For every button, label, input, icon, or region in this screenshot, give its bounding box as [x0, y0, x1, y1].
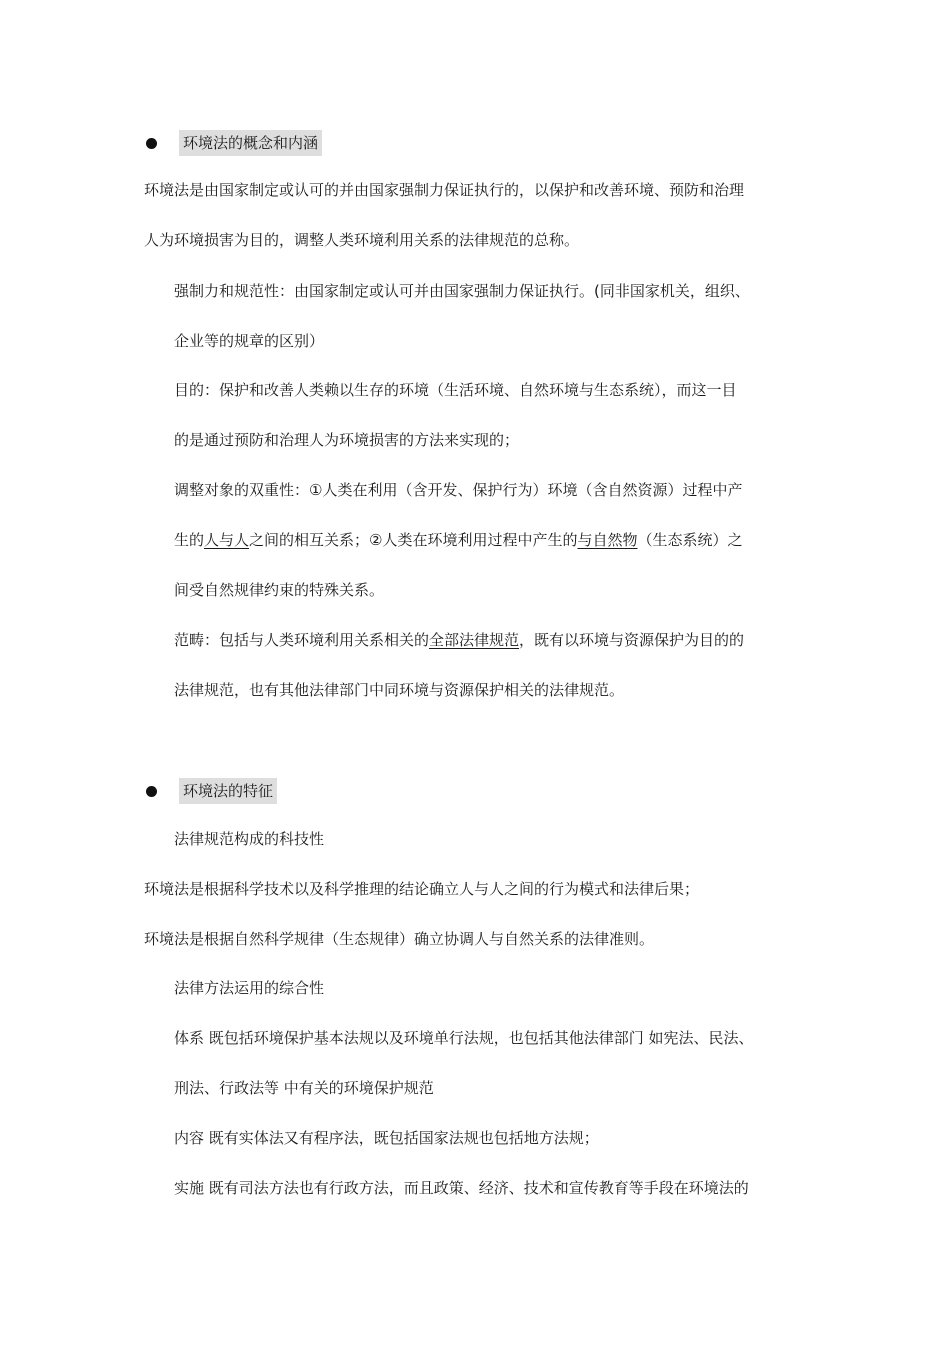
- section-heading-concept: [144, 130, 322, 156]
- paragraph-line: 刑法、行政法等 中有关的环境保护规范: [174, 1079, 434, 1097]
- bullet-icon: [146, 138, 157, 149]
- paragraph-line: 企业等的规章的区别）: [174, 332, 325, 350]
- text-segment: 之间的相互关系；②人类在环境利用过程中产生的: [249, 531, 578, 549]
- subheading: 法律规范构成的科技性: [174, 830, 325, 848]
- paragraph-line: 的是通过预防和治理人为环境损害的方法来实现的；: [174, 431, 520, 449]
- paragraph-line: 强制力和规范性：由国家制定或认可并由国家强制力保证执行。(同非国家机关，组织、: [174, 282, 750, 300]
- paragraph-line: [174, 630, 744, 650]
- bullet-icon: [146, 786, 157, 797]
- text-segment: 范畴：包括与人类环境利用关系相关的: [174, 631, 430, 649]
- paragraph-line: 间受自然规律约束的特殊关系。: [174, 581, 385, 599]
- heading-text: 环境法的概念和内涵: [179, 130, 322, 156]
- paragraph-line: 目的：保护和改善人类赖以生存的环境（生活环境、自然环境与生态系统），而这一目: [174, 381, 737, 399]
- definition-line: 环境法是由国家制定或认可的并由国家强制力保证执行的，以保护和改善环境、预防和治理: [144, 181, 745, 199]
- paragraph-line: 调整对象的双重性：①人类在利用（含开发、保护行为）环境（含自然资源）过程中产: [174, 481, 743, 499]
- underlined-text: 人与人: [204, 531, 250, 549]
- section-heading-features: [144, 778, 277, 804]
- paragraph-line: [174, 530, 743, 550]
- paragraph-line: 环境法是根据科学技术以及科学推理的结论确立人与人之间的行为模式和法律后果；: [144, 880, 700, 898]
- text-segment: （生态系统）之: [637, 531, 743, 549]
- heading-text: 环境法的特征: [179, 778, 277, 804]
- paragraph-line: 体系 既包括环境保护基本法规以及环境单行法规，也包括其他法律部门 如宪法、民法、: [174, 1029, 754, 1047]
- text-segment: 生的: [174, 531, 205, 549]
- paragraph-line: 法律规范，也有其他法律部门中同环境与资源保护相关的法律规范。: [174, 681, 625, 699]
- underlined-text: 全部法律规范: [429, 631, 520, 649]
- underlined-text: 与自然物: [577, 531, 638, 549]
- definition-line: 人为环境损害为目的，调整人类环境利用关系的法律规范的总称。: [144, 231, 580, 249]
- text-segment: ，既有以环境与资源保护为目的的: [519, 631, 745, 649]
- paragraph-line: 实施 既有司法方法也有行政方法，而且政策、经济、技术和宣传教育等手段在环境法的: [174, 1179, 749, 1197]
- paragraph-line: 环境法是根据自然科学规律（生态规律）确立协调人与自然关系的法律准则。: [144, 930, 655, 948]
- paragraph-line: 内容 既有实体法又有程序法，既包括国家法规也包括地方法规；: [174, 1129, 599, 1147]
- subheading: 法律方法运用的综合性: [174, 979, 325, 997]
